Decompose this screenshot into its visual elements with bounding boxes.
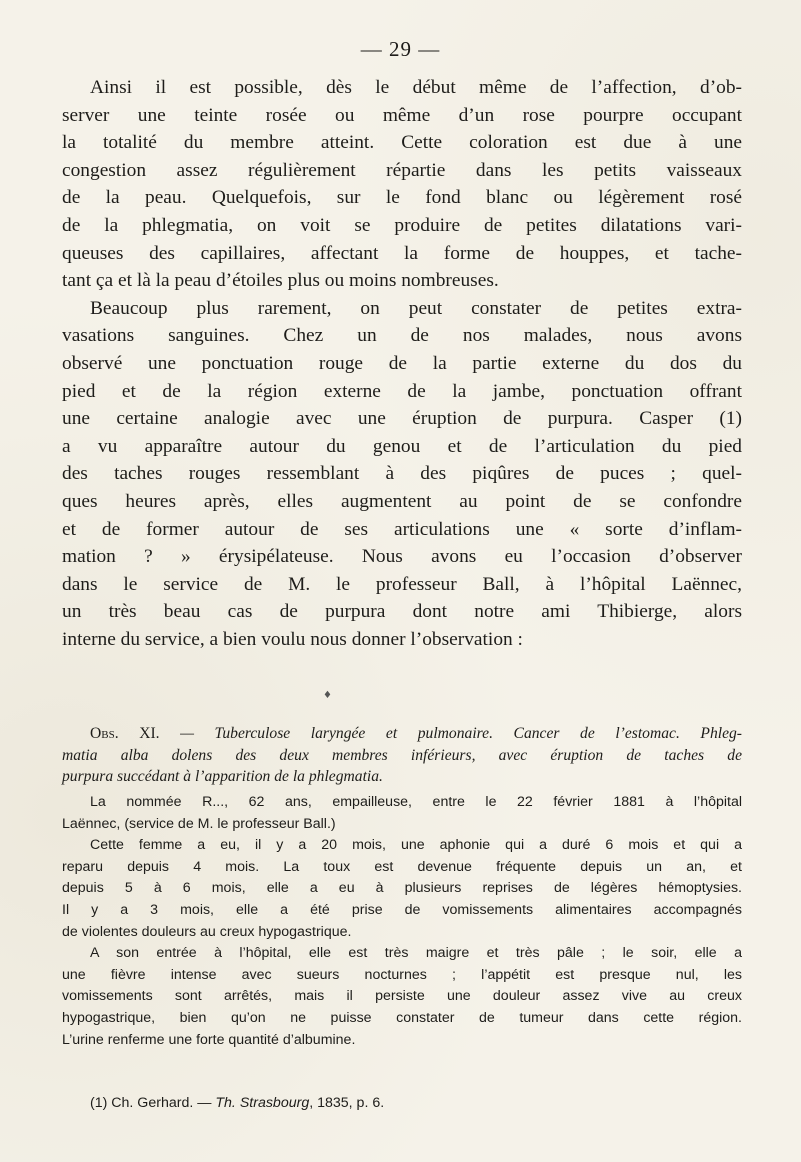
- body-line: de la phlegmatia, on voit se produire de petites dilatations vari-: [62, 214, 742, 236]
- body-line: interne du service, a bien voulu nous donner l’observation :: [62, 628, 523, 650]
- observation-title-part: — Tuberculose laryngée et pulmonaire. Cancer de l’estomac. Phleg-: [159, 725, 742, 742]
- page-number: — 29 —: [360, 37, 441, 61]
- body-line: queuses des capillaires, affectant la forme de houppes, et tache-: [62, 242, 742, 264]
- footnote-suffix: , 1835, p. 6.: [309, 1095, 385, 1111]
- body-line: de la peau. Quelquefois, sur le fond blanc ou légèrement rosé: [62, 187, 742, 209]
- observation-line: Il y a 3 mois, elle a été prise de vomissements alimentaires accompagnés: [62, 901, 742, 918]
- observation-line: L’urine renferme une forte quantité d’albumine.: [62, 1031, 356, 1048]
- observation-line: Laënnec, (service de M. le professeur Ball.): [62, 815, 336, 832]
- observation-heading-line: purpura succédant à l’apparition de la phlegmatia.: [62, 768, 383, 785]
- body-line: des taches rouges ressemblant à des piqûres de puces ; quel-: [62, 463, 742, 485]
- body-line: mation ? » érysipélateuse. Nous avons eu l’occasion d’observer: [62, 546, 742, 568]
- observation-line: Cette femme a eu, il y a 20 mois, une aphonie qui a duré 6 mois et qui a: [90, 837, 742, 854]
- footnote-journal: Th. Strasbourg: [215, 1095, 310, 1111]
- body-line: pied et de la région externe de la jambe, ponctuation offrant: [62, 380, 742, 402]
- body-line: une certaine analogie avec une éruption de purpura. Casper (1): [62, 408, 742, 430]
- observation-line: La nommée R..., 62 ans, empailleuse, entre le 22 février 1881 à l’hôpital: [90, 794, 742, 810]
- observation-line: hypogastrique, bien qu’on ne puisse constater de tumeur dans cette région.: [62, 1009, 742, 1026]
- observation-line: A son entrée à l’hôpital, elle est très maigre et très pâle ; le soir, elle a: [90, 945, 742, 962]
- observation-heading-line: matia alba dolens des deux membres inférieurs, avec éruption de taches de: [62, 746, 742, 764]
- body-line: et de former autour de ses articulations une « sorte d’inflam-: [62, 518, 742, 540]
- body-line: Beaucoup plus rarement, on peut constater de petites extra-: [90, 297, 742, 319]
- body-line: observé une ponctuation rouge de la partie externe du dos du: [62, 352, 742, 374]
- footnote-prefix: (1) Ch. Gerhard. —: [90, 1095, 216, 1111]
- observation-line: reparu depuis 4 mois. La toux est devenue fréquente depuis un an, et: [62, 858, 742, 875]
- observation-label: Obs. XI.: [90, 725, 160, 742]
- observation-line: une fièvre intense avec sueurs nocturnes ; l’appétit est presque nul, les: [62, 966, 742, 983]
- body-line: tant ça et là la peau d’étoiles plus ou moins nombreuses.: [62, 270, 499, 292]
- body-line: server une teinte rosée ou même d’un rose pourpre occupant: [62, 104, 742, 126]
- body-line: dans le service de M. le professeur Ball, à l’hôpital Laënnec,: [62, 573, 742, 595]
- observation-line: depuis 5 à 6 mois, elle a eu à plusieurs reprises de légères hémoptysies.: [62, 880, 742, 897]
- footnote: [90, 1095, 384, 1111]
- body-line: Ainsi il est possible, dès le début même de l’affection, d’ob-: [90, 77, 742, 98]
- observation-heading-line: [62, 723, 742, 745]
- observation-body: [62, 792, 742, 1051]
- body-line: congestion assez régulièrement répartie dans les petits vaisseaux: [62, 159, 742, 181]
- section-ornament: ♦: [323, 690, 332, 701]
- body-line: ques heures après, elles augmentent au point de se confondre: [62, 490, 742, 512]
- body-line: un très beau cas de purpura dont notre ami Thibierge, alors: [62, 601, 742, 623]
- body-line: la totalité du membre atteint. Cette coloration est due à une: [62, 132, 742, 154]
- body-line: a vu apparaître autour du genou et de l’articulation du pied: [62, 435, 742, 457]
- observation-line: vomissements sont arrêtés, mais il persiste une douleur assez vive au creux: [62, 988, 742, 1005]
- body-line: vasations sanguines. Chez un de nos malades, nous avons: [62, 325, 742, 347]
- main-paragraphs: [62, 74, 742, 653]
- observation-line: de violentes douleurs au creux hypogastrique.: [62, 923, 352, 940]
- observation-heading: [62, 723, 742, 788]
